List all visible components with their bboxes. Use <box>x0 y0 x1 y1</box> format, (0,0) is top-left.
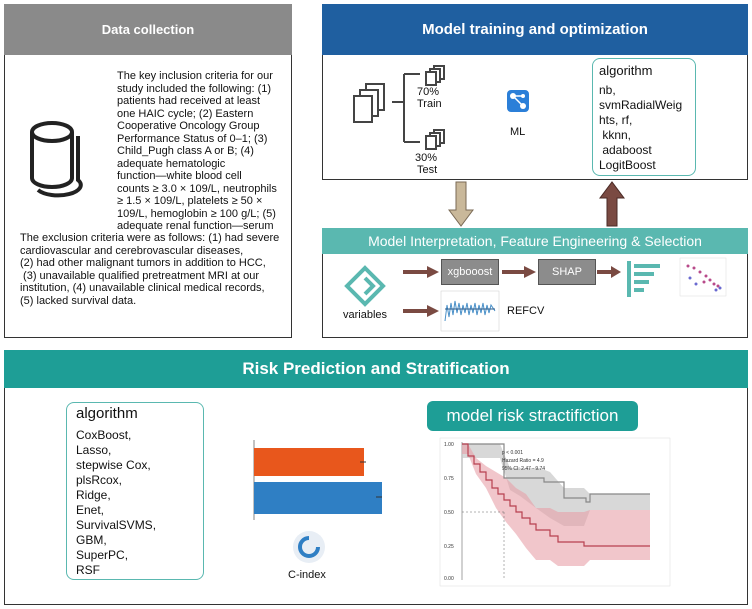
variables-icon <box>345 266 385 306</box>
inclusion-line: counts ≥ 3.0 × 109/L, neutrophils <box>117 182 277 195</box>
risk-algorithm-item: SuperPC, <box>76 548 129 562</box>
risk-header <box>4 350 748 388</box>
exclusion-criteria <box>20 232 292 307</box>
exclusion-line: (5) lacked survival data. <box>20 294 137 307</box>
interpretation-header <box>322 228 748 254</box>
test-label: Test <box>417 164 438 176</box>
inclusion-line: function—white blood cell <box>117 170 242 182</box>
ml-network-icon <box>503 86 533 116</box>
interpretation-title: Model Interpretation, Feature Engineering & Selection <box>368 233 702 249</box>
inclusion-line: Cooperative Oncology Group <box>117 120 260 132</box>
inclusion-line: ≥ 1.5 × 109/L, platelets ≥ 50 × <box>117 195 263 207</box>
arrow-down-icon <box>449 182 473 226</box>
km-survival-plot <box>440 438 670 586</box>
risk-algorithm-item: Ridge, <box>76 488 111 502</box>
km-y-tick: 0.75 <box>444 476 454 482</box>
inclusion-criteria <box>117 70 292 233</box>
arrow-right-icon <box>597 266 621 278</box>
arrow-up-icon <box>600 182 624 226</box>
model-training-title: Model training and optimization <box>422 21 648 38</box>
risk-algorithm-item: GBM, <box>76 533 107 547</box>
training-algorithm-item: adaboost <box>599 143 652 157</box>
inclusion-line: Child_Pugh class A or B; (4) <box>117 145 254 157</box>
data-collection-header <box>4 4 292 55</box>
test-pct: 30% <box>415 152 438 164</box>
km-y-tick: 0.00 <box>444 576 454 582</box>
shap-label: SHAP <box>552 266 582 278</box>
exclusion-line: (2) had other malignant tumors in addition to HCC, <box>20 257 266 269</box>
dataset-split-icon <box>354 62 444 162</box>
train-pct: 70% <box>417 86 440 98</box>
km-p-value: p < 0.001 <box>502 450 523 456</box>
model-training-header <box>322 4 748 55</box>
inclusion-line: The key inclusion criteria for our <box>117 70 273 82</box>
training-algorithm-title: algorithm <box>599 63 653 78</box>
refcv-label: REFCV <box>507 305 545 317</box>
inclusion-line: adequate hematologic <box>117 157 226 170</box>
km-hazard-ratio: Hazard Ratio = 4.9 <box>502 458 544 464</box>
inclusion-line: Performance Status of 0–1; (3) <box>117 132 268 145</box>
km-y-tick: 0.50 <box>444 510 454 516</box>
feature-importance-icon <box>627 261 663 297</box>
inclusion-line: 109/L, hemoglobin ≥ 100 g/L; (5) <box>117 207 276 220</box>
training-algorithm-item: svmRadialWeig <box>599 98 683 112</box>
risk-algorithm-item: RSF <box>76 563 100 577</box>
strat-title-box <box>427 401 638 431</box>
training-algorithm-list <box>599 83 694 173</box>
train-label: Train <box>417 98 442 110</box>
cindex-bar-chart <box>250 440 390 520</box>
risk-algorithm-item: SurvivalSVMS, <box>76 518 157 532</box>
risk-algorithm-item: CoxBoost, <box>76 428 132 442</box>
refcv-plot-icon <box>441 291 499 331</box>
exclusion-line: (3) unavailable qualified pretreatment MRI at our <box>20 269 260 282</box>
risk-title: Risk Prediction and Stratification <box>242 359 510 378</box>
inclusion-line: study included the following: (1) <box>117 82 272 95</box>
ml-label: ML <box>510 126 526 138</box>
training-algorithm-item: LogitBoost <box>599 158 656 172</box>
km-y-tick: 0.25 <box>444 544 454 550</box>
variables-label: variables <box>343 309 388 321</box>
km-ci: 95% CI: 2.47 - 9.74 <box>502 466 546 472</box>
cindex-icon <box>292 530 326 564</box>
risk-algorithm-title: algorithm <box>76 405 138 422</box>
risk-algorithm-item: Lasso, <box>76 443 112 457</box>
inclusion-line: patients had received at least <box>117 95 261 107</box>
arrow-right-icon <box>403 305 439 317</box>
exclusion-line: The exclusion criteria were as follows: (1) had severe <box>20 232 280 244</box>
cindex-label: C-index <box>288 569 326 581</box>
km-y-tick: 1.00 <box>444 442 454 448</box>
risk-algorithm-item: stepwise Cox, <box>76 458 151 472</box>
exclusion-line: cardiovascular and cerebrovascular diseases, <box>20 244 244 257</box>
arrow-right-icon <box>502 266 536 278</box>
exclusion-line: institution, (4) unavailable clinical medical records, <box>20 282 265 294</box>
shap-summary-icon <box>680 258 726 296</box>
training-algorithm-item: hts, rf, <box>599 113 633 127</box>
training-algorithm-item: kknn, <box>599 128 632 142</box>
risk-algorithm-item: plsRcox, <box>76 473 123 487</box>
inclusion-line: adequate renal function—serum <box>117 220 274 232</box>
data-collection-title: Data collection <box>101 22 195 37</box>
shap-box <box>538 259 596 285</box>
xgboost-label: xgbooost <box>447 266 493 278</box>
risk-algorithm-list <box>76 428 202 578</box>
risk-algorithm-item: Enet, <box>76 503 105 517</box>
database-icon <box>28 118 88 198</box>
training-algorithm-item: nb, <box>599 83 616 97</box>
arrow-right-icon <box>403 266 439 278</box>
xgboost-box <box>441 259 499 285</box>
strat-title: model risk stractifiction <box>446 406 619 425</box>
inclusion-line: one HAIC cycle; (2) Eastern <box>117 107 254 120</box>
